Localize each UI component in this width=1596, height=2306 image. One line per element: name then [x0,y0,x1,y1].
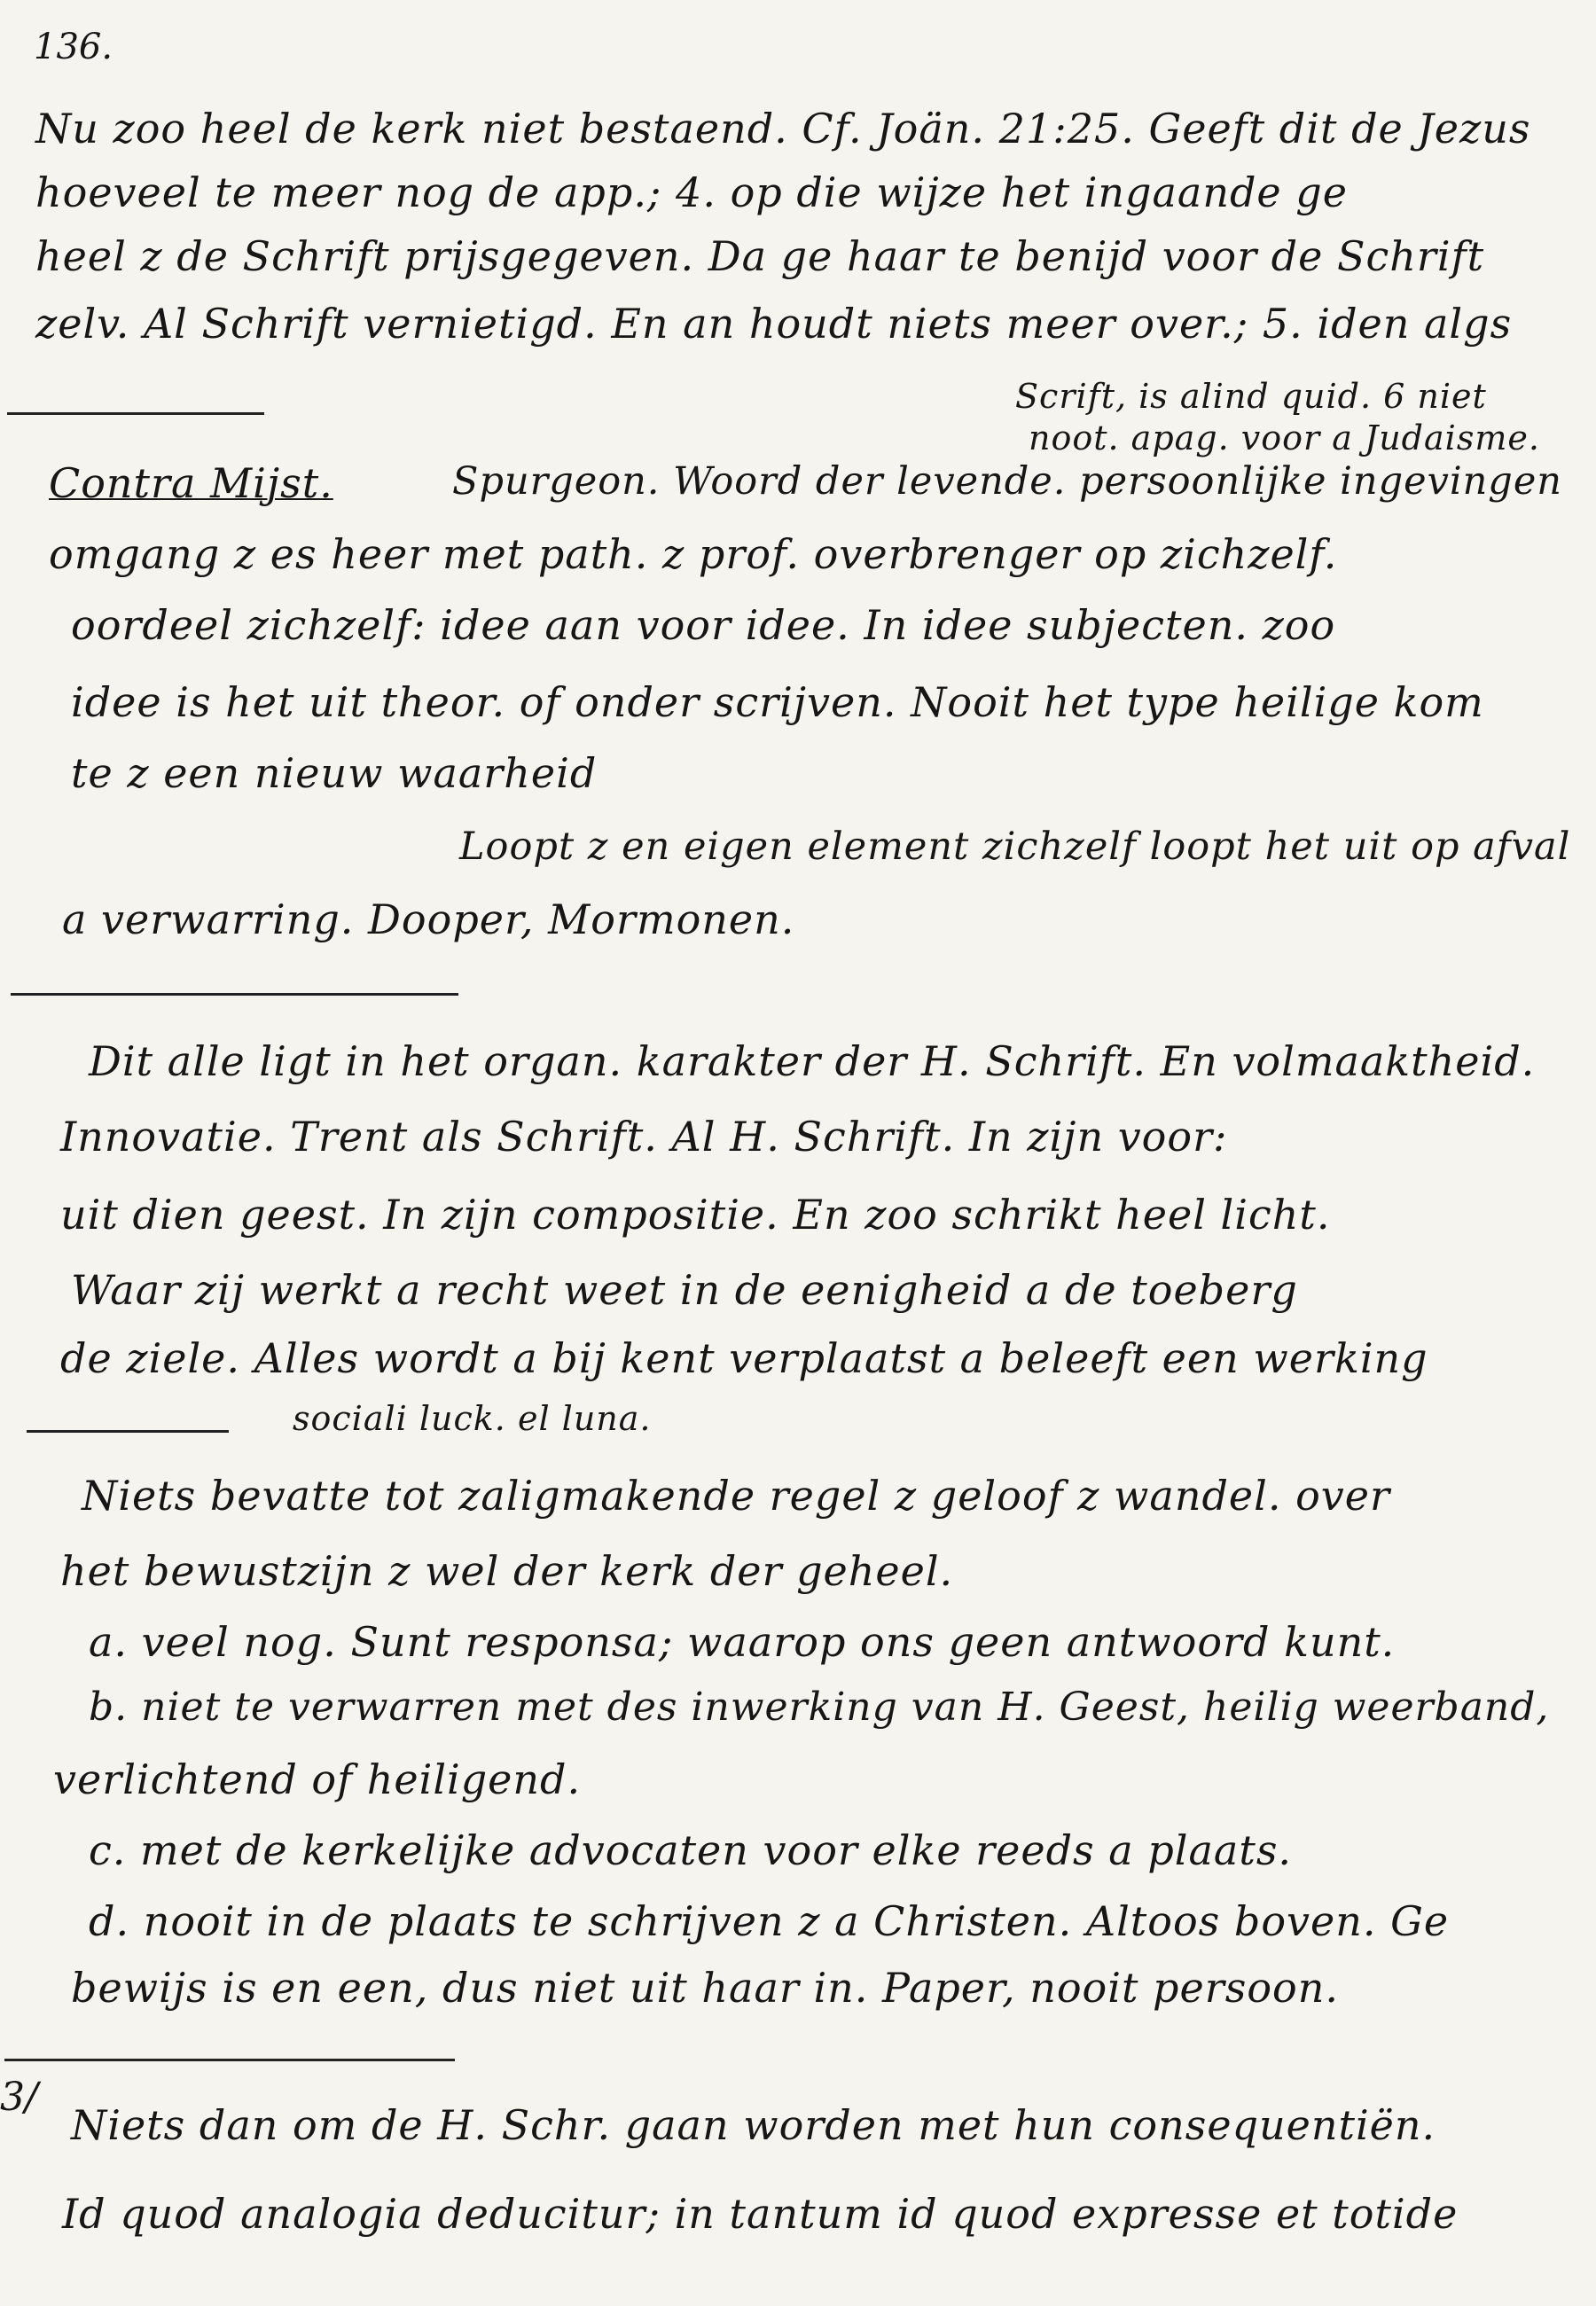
section2-line-6: Loopt z en eigen element zichzelf loopt het uit op afval [459,825,1571,869]
section2-line-2: omgang z es heer met path. z prof. overbrenger op zichzelf. [49,530,1338,578]
section1-line-3: heel z de Schrift prijsgegeven. Da ge haar te benijd voor de Schrift [35,232,1485,280]
section1-line-4: zelv. Al Schrift vernietigd. En an houdt niets meer over.; 5. iden algs [35,300,1513,348]
section4-line-2: het bewustzijn z wel der kerk der geheel. [60,1547,954,1595]
divider-4 [4,2059,455,2061]
section3-line-3: uit dien geest. In zijn compositie. En zoo schrikt heel licht. [60,1191,1331,1239]
section4-line-6: c. met de kerkelijke advocaten voor elke reeds a plaats. [89,1826,1293,1874]
section2-line-3: oordeel zichzelf: idee aan voor idee. In idee subjecten. zoo [71,601,1336,649]
section5-line-2: Id quod analogia deducitur; in tantum id quod expresse et totide [62,2190,1459,2238]
section2-line-1: Spurgeon. Woord der levende. persoonlijke ingevingen [452,459,1562,504]
section4-line-8: bewijs is en een, dus niet uit haar in. Paper, nooit persoon. [71,1964,1339,2012]
section2-line-5: te z een nieuw waarheid [71,749,598,797]
section4-line-5: verlichtend of heiligend. [53,1755,582,1803]
section2-line-7: a verwarring. Dooper, Mormonen. [62,895,795,943]
section3-line-4: Waar zij werkt a recht weet in de eenigheid a de toeberg [71,1266,1298,1314]
section2-heading: Contra Mijst. [49,459,333,507]
divider-1 [7,412,264,415]
section1-note-line-2: noot. apag. voor a Judaisme. [1029,418,1540,457]
section2-line-4: idee is het uit theor. of onder scrijven. Nooit het type heilige kom [71,678,1484,726]
page-number: 136. [34,27,113,67]
section4-line-4: b. niet te verwarren met des inwerking van H. Geest, heilig weerband, [89,1685,1550,1730]
section4-line-3: a. veel nog. Sunt responsa; waarop ons geen antwoord kunt. [89,1618,1396,1666]
section3-line-1: Dit alle ligt in het organ. karakter der H. Schrift. En volmaaktheid. [89,1037,1536,1085]
section1-line-2: hoeveel te meer nog de app.; 4. op die wijze het ingaande ge [35,168,1348,216]
section4-line-1: Niets bevatte tot zaligmakende regel z geloof z wandel. over [82,1472,1390,1520]
divider-2 [11,993,458,996]
divider-3 [27,1430,229,1433]
section1-line-1: Nu zoo heel de kerk niet bestaend. Cf. Joän. 21:25. Geeft dit de Jezus [35,105,1531,152]
margin-mark: 3/ [0,2075,38,2120]
section1-note-line-1: Scrift, is alind quid. 6 niet [1015,377,1487,416]
section3-line-5: de ziele. Alles wordt a bij kent verplaatst a beleeft een werking [60,1334,1428,1382]
section5-line-1: Niets dan om de H. Schr. gaan worden met hun consequentiën. [71,2101,1436,2149]
section3-line-2: Innovatie. Trent als Schrift. Al H. Schrift. In zijn voor: [60,1113,1228,1161]
section4-line-7: d. nooit in de plaats te schrijven z a Christen. Altoos boven. Ge [89,1897,1450,1945]
section3-line-6: sociali luck. el luna. [293,1399,652,1438]
